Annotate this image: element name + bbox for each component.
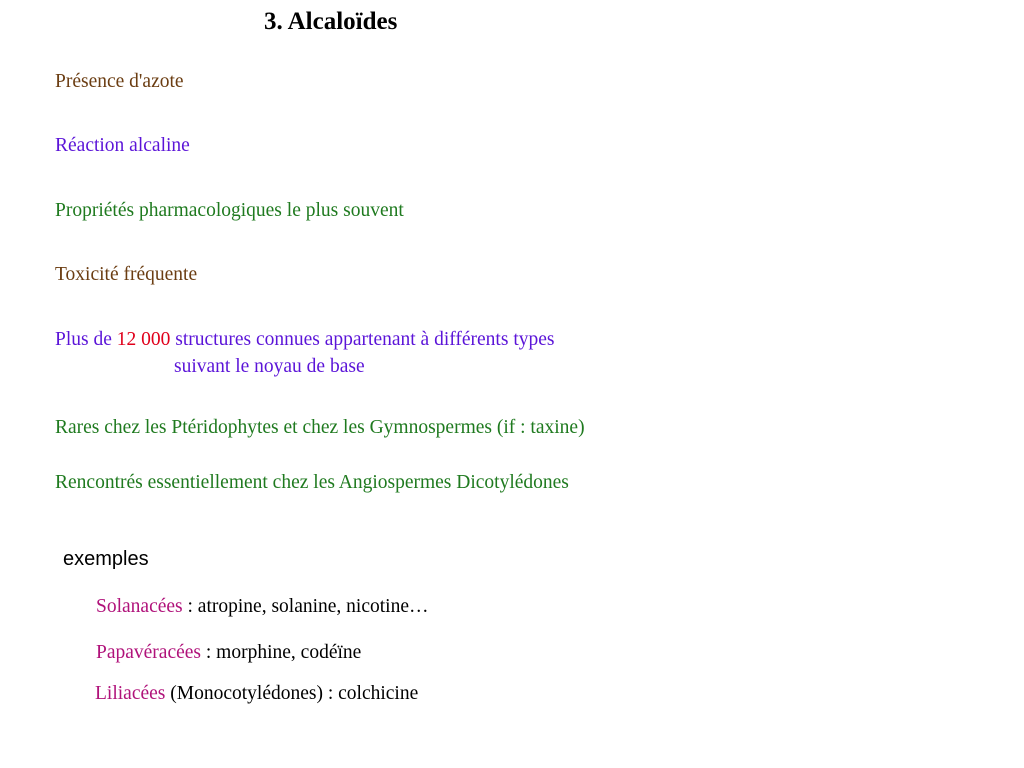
point-pharmaco: Propriétés pharmacologiques le plus souvent [55, 200, 404, 221]
example-detail: : atropine, solanine, nicotine… [182, 596, 429, 617]
example-detail: (Monocotylédones) : colchicine [165, 683, 419, 704]
point-rencontres: Rencontrés essentiellement chez les Angiospermes Dicotylédones [55, 472, 569, 493]
example-detail: : morphine, codéïne [201, 642, 362, 663]
point-toxicite: Toxicité fréquente [55, 264, 198, 285]
structures-count: 12 000 [116, 329, 171, 350]
point-rares: Rares chez les Ptéridophytes et chez les Gymnospermes (if : taxine) [55, 417, 585, 438]
example-family: Liliacées [95, 683, 166, 704]
structures-suffix: structures connues appartenant à différents types [170, 329, 555, 350]
point-structures-line2: suivant le noyau de base [174, 356, 365, 377]
point-structures [55, 328, 554, 352]
example-papaveracees [96, 641, 361, 665]
structures-prefix: Plus de [55, 329, 117, 350]
example-liliacees [95, 682, 418, 706]
point-alcaline: Réaction alcaline [55, 135, 190, 156]
example-family: Papavéracées [96, 642, 202, 663]
slide-title: 3. Alcaloïdes [264, 8, 398, 35]
example-family: Solanacées [96, 596, 183, 617]
example-solanacees [96, 595, 429, 619]
point-azote: Présence d'azote [55, 71, 184, 92]
examples-heading: exemples [63, 548, 149, 570]
